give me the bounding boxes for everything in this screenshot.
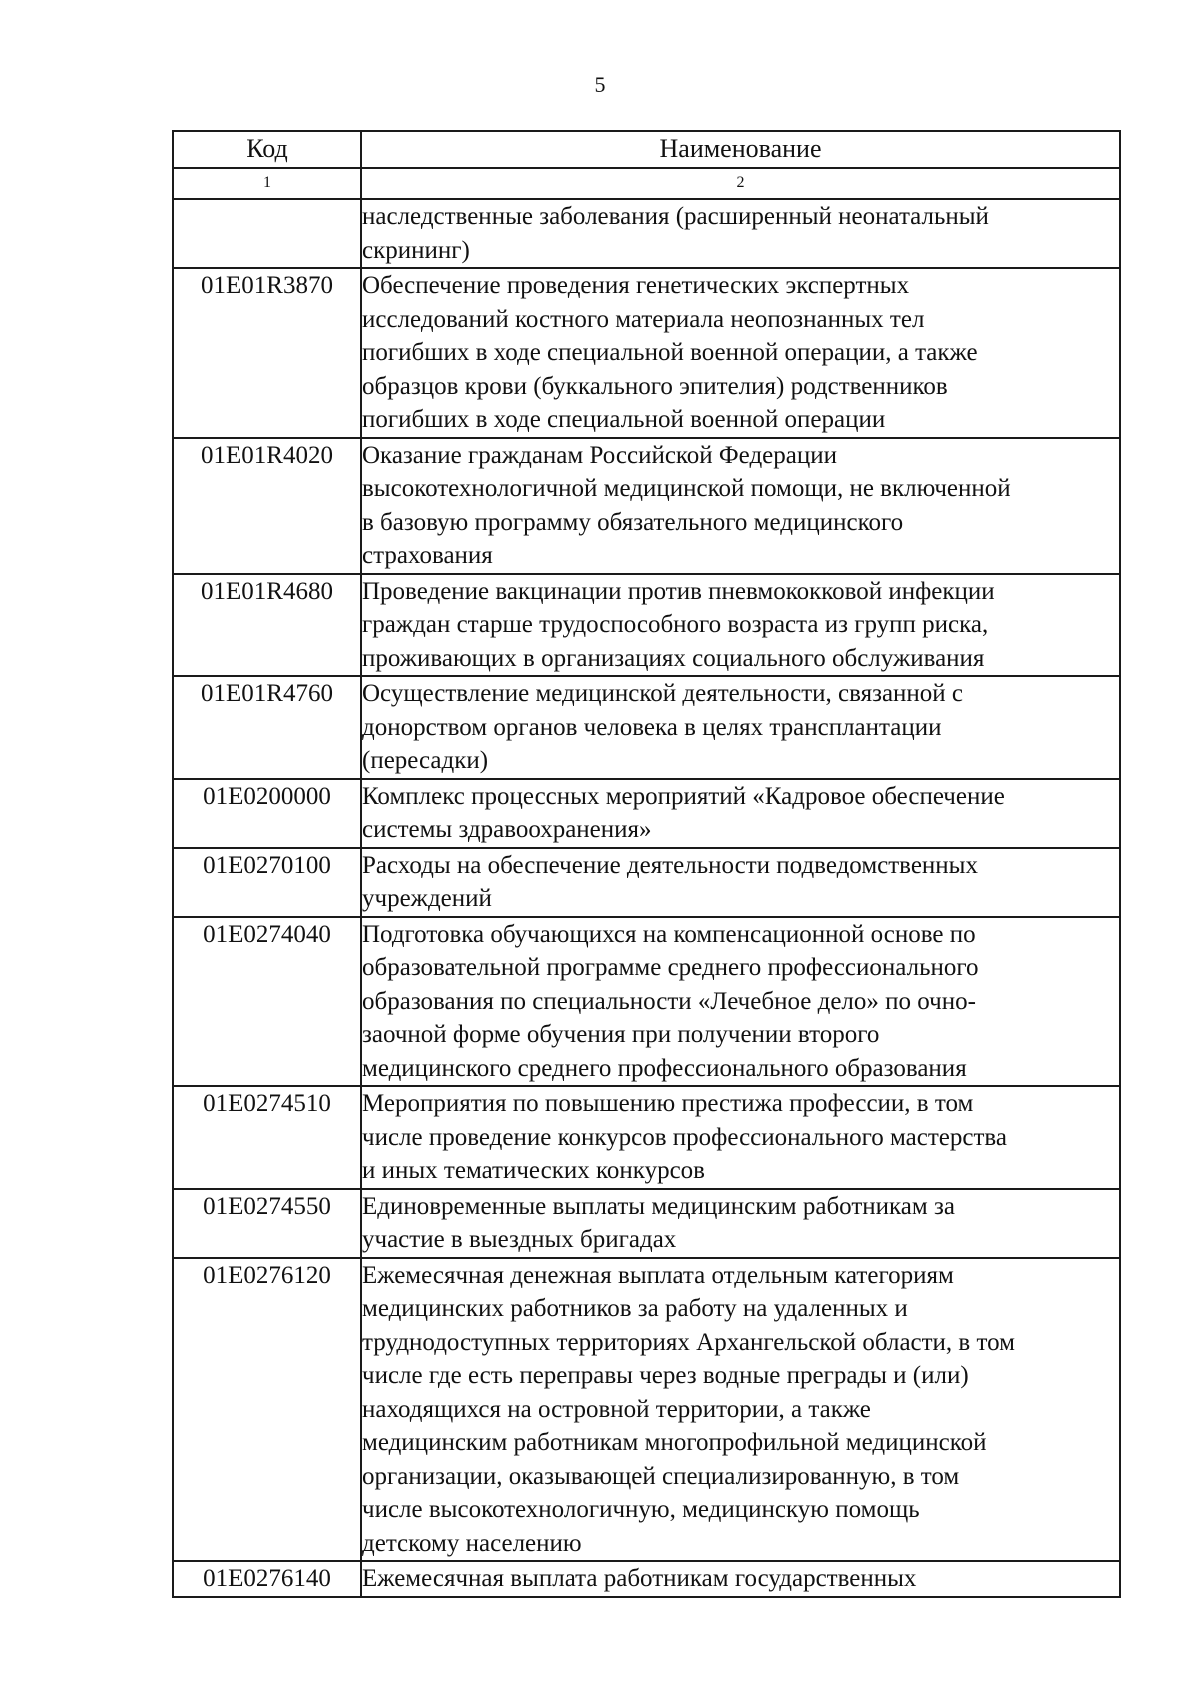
- column-number-code: 1: [173, 168, 361, 199]
- row-name: Оказание гражданам Российской Федерации высокотехнологичной медицинской помощи, не включенной в базовую программу обязательного медицинского страхования: [361, 438, 1120, 574]
- table-row: [173, 574, 1120, 677]
- table-row: [173, 199, 1120, 268]
- row-code: [173, 199, 361, 268]
- row-code: 01E01R3870: [173, 268, 361, 438]
- table-row: [173, 1258, 1120, 1562]
- row-code: 01E0200000: [173, 779, 361, 848]
- table-row: [173, 438, 1120, 574]
- row-name: Обеспечение проведения генетических экспертных исследований костного материала неопознанных тел погибших в ходе специальной военной операции, а также образцов крови (буккального эпителия) родственников погибших в ходе специальной военной операции: [361, 268, 1120, 438]
- table-row: [173, 779, 1120, 848]
- table-row: [173, 1561, 1120, 1597]
- row-name: Ежемесячная денежная выплата отдельным категориям медицинских работников за работу на удаленных и труднодоступных территориях Архангельской области, в том числе где есть переправы через водные преграды и (или) находящихся на островной территории, а также медицинским работникам многопрофильной медицинской организации, оказывающей специализированную, в том числе высокотехнологичную, медицинскую помощь детскому населению: [361, 1258, 1120, 1562]
- row-name: Проведение вакцинации против пневмококковой инфекции граждан старше трудоспособного возраста из групп риска, проживающих в организациях социального обслуживания: [361, 574, 1120, 677]
- table-row: [173, 1189, 1120, 1258]
- row-code: 01E01R4760: [173, 676, 361, 779]
- row-code: 01E0270100: [173, 848, 361, 917]
- row-name: Единовременные выплаты медицинским работникам за участие в выездных бригадах: [361, 1189, 1120, 1258]
- row-code: 01E0274510: [173, 1086, 361, 1189]
- row-code: 01E0276120: [173, 1258, 361, 1562]
- table-row: [173, 676, 1120, 779]
- column-header-code: Код: [173, 131, 361, 168]
- row-code: 01E0274040: [173, 917, 361, 1087]
- table-row: [173, 268, 1120, 438]
- row-code: 01E0276140: [173, 1561, 361, 1597]
- budget-code-table: [172, 130, 1121, 1598]
- row-name: Подготовка обучающихся на компенсационной основе по образовательной программе среднего профессионального образования по специальности «Лечебное дело» по очно- заочной форме обучения при получении второго медицинского среднего профессионального образования: [361, 917, 1120, 1087]
- table-row: [173, 848, 1120, 917]
- column-header-name: Наименование: [361, 131, 1120, 168]
- row-name: наследственные заболевания (расширенный неонатальный скрининг): [361, 199, 1120, 268]
- row-code: 01E0274550: [173, 1189, 361, 1258]
- column-number-name: 2: [361, 168, 1120, 199]
- column-number-row: [173, 168, 1120, 199]
- row-name: Расходы на обеспечение деятельности подведомственных учреждений: [361, 848, 1120, 917]
- table-row: [173, 1086, 1120, 1189]
- row-name: Комплекс процессных мероприятий «Кадровое обеспечение системы здравоохранения»: [361, 779, 1120, 848]
- table-header-row: [173, 131, 1120, 168]
- row-name: Мероприятия по повышению престижа профессии, в том числе проведение конкурсов профессионального мастерства и иных тематических конкурсов: [361, 1086, 1120, 1189]
- row-code: 01E01R4680: [173, 574, 361, 677]
- table-row: [173, 917, 1120, 1087]
- page-number: 5: [594, 72, 606, 97]
- row-code: 01E01R4020: [173, 438, 361, 574]
- row-name: Ежемесячная выплата работникам государственных: [361, 1561, 1120, 1597]
- row-name: Осуществление медицинской деятельности, связанной с донорством органов человека в целях трансплантации (пересадки): [361, 676, 1120, 779]
